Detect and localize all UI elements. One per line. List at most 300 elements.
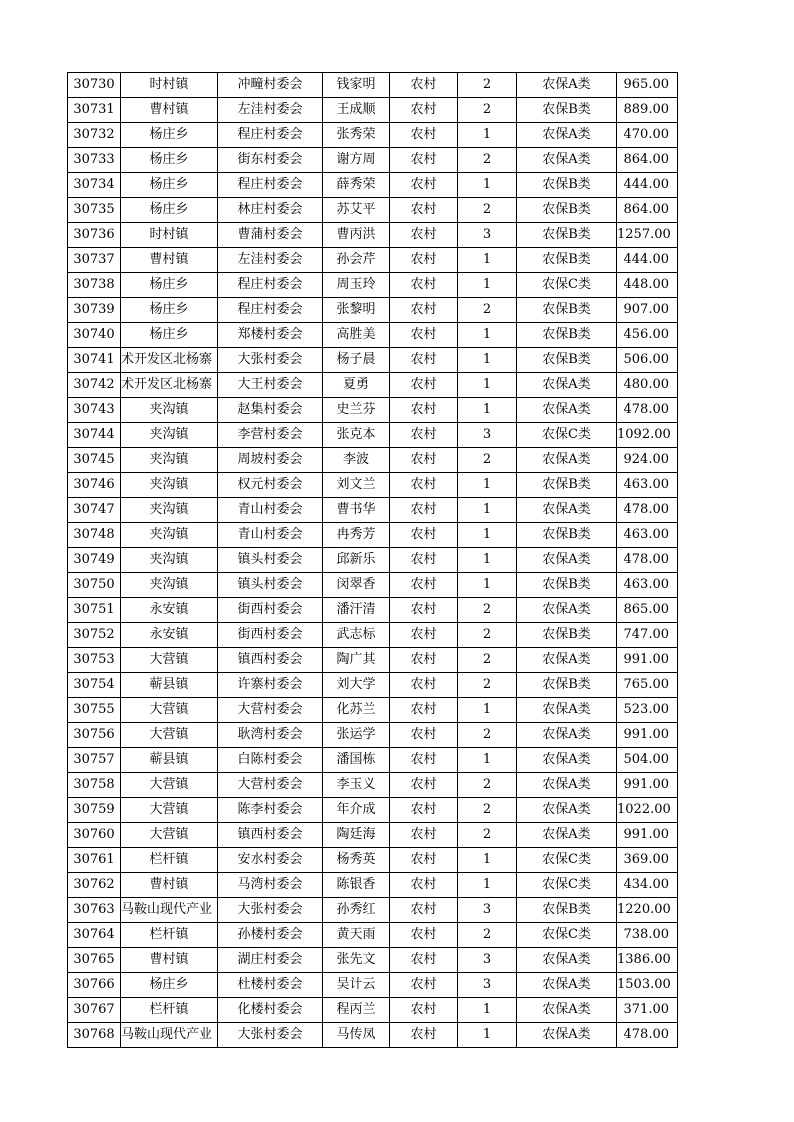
town-cell: 永安镇 — [121, 623, 218, 648]
table-row — [68, 473, 678, 498]
household-count-cell: 3 — [458, 948, 517, 973]
insurance-type-cell: 农保B类 — [517, 673, 617, 698]
household-count-cell: 2 — [458, 198, 517, 223]
table-row — [68, 948, 678, 973]
amount-cell: 865.00 — [617, 598, 678, 623]
person-name-cell: 邱新乐 — [323, 548, 390, 573]
amount-cell: 747.00 — [617, 623, 678, 648]
amount-cell: 463.00 — [617, 573, 678, 598]
area-type-cell: 农村 — [390, 123, 458, 148]
amount-cell: 991.00 — [617, 773, 678, 798]
insurance-type-cell: 农保A类 — [517, 548, 617, 573]
amount-cell: 480.00 — [617, 373, 678, 398]
insurance-type-cell: 农保B类 — [517, 623, 617, 648]
town-cell: 栏杆镇 — [121, 848, 218, 873]
town-cell: 时村镇 — [121, 223, 218, 248]
insurance-type-cell: 农保B类 — [517, 298, 617, 323]
village-committee-cell: 化楼村委会 — [218, 998, 323, 1023]
record-id-cell: 30759 — [68, 798, 121, 823]
person-name-cell: 谢方周 — [323, 148, 390, 173]
village-committee-cell: 程庄村委会 — [218, 273, 323, 298]
insurance-type-cell: 农保A类 — [517, 448, 617, 473]
table-row — [68, 998, 678, 1023]
person-name-cell: 王成顺 — [323, 98, 390, 123]
person-name-cell: 陶广其 — [323, 648, 390, 673]
town-cell: 杨庄乡 — [121, 173, 218, 198]
record-id-cell: 30730 — [68, 73, 121, 98]
village-committee-cell: 孙楼村委会 — [218, 923, 323, 948]
town-cell: 蕲县镇 — [121, 748, 218, 773]
insurance-type-cell: 农保B类 — [517, 98, 617, 123]
person-name-cell: 杨秀英 — [323, 848, 390, 873]
record-id-cell: 30734 — [68, 173, 121, 198]
record-id-cell: 30758 — [68, 773, 121, 798]
amount-cell: 907.00 — [617, 298, 678, 323]
person-name-cell: 陈银香 — [323, 873, 390, 898]
amount-cell: 448.00 — [617, 273, 678, 298]
area-type-cell: 农村 — [390, 698, 458, 723]
person-name-cell: 武志标 — [323, 623, 390, 648]
person-name-cell: 潘国栋 — [323, 748, 390, 773]
insurance-type-cell: 农保B类 — [517, 523, 617, 548]
village-committee-cell: 程庄村委会 — [218, 173, 323, 198]
household-count-cell: 1 — [458, 498, 517, 523]
household-count-cell: 3 — [458, 973, 517, 998]
village-committee-cell: 周坡村委会 — [218, 448, 323, 473]
table-row — [68, 348, 678, 373]
village-committee-cell: 镇头村委会 — [218, 573, 323, 598]
person-name-cell: 程丙兰 — [323, 998, 390, 1023]
village-committee-cell: 镇头村委会 — [218, 548, 323, 573]
person-name-cell: 刘文兰 — [323, 473, 390, 498]
amount-cell: 463.00 — [617, 523, 678, 548]
household-count-cell: 1 — [458, 998, 517, 1023]
insurance-type-cell: 农保A类 — [517, 73, 617, 98]
village-committee-cell: 青山村委会 — [218, 523, 323, 548]
table-row — [68, 898, 678, 923]
area-type-cell: 农村 — [390, 423, 458, 448]
person-name-cell: 张运学 — [323, 723, 390, 748]
household-count-cell: 2 — [458, 673, 517, 698]
record-id-cell: 30768 — [68, 1023, 121, 1048]
town-cell: 杨庄乡 — [121, 148, 218, 173]
record-id-cell: 30766 — [68, 973, 121, 998]
area-type-cell: 农村 — [390, 98, 458, 123]
town-cell: 杨庄乡 — [121, 273, 218, 298]
amount-cell: 506.00 — [617, 348, 678, 373]
household-count-cell: 1 — [458, 348, 517, 373]
table-row — [68, 98, 678, 123]
record-id-cell: 30763 — [68, 898, 121, 923]
table-row — [68, 123, 678, 148]
insurance-type-cell: 农保A类 — [517, 748, 617, 773]
household-count-cell: 1 — [458, 323, 517, 348]
town-cell: 夹沟镇 — [121, 398, 218, 423]
area-type-cell: 农村 — [390, 923, 458, 948]
insurance-type-cell: 农保A类 — [517, 773, 617, 798]
town-cell: 马鞍山现代产业 — [121, 1023, 218, 1048]
area-type-cell: 农村 — [390, 598, 458, 623]
amount-cell: 765.00 — [617, 673, 678, 698]
amount-cell: 738.00 — [617, 923, 678, 948]
village-committee-cell: 大张村委会 — [218, 348, 323, 373]
household-count-cell: 3 — [458, 423, 517, 448]
town-cell: 曹村镇 — [121, 873, 218, 898]
person-name-cell: 钱家明 — [323, 73, 390, 98]
record-id-cell: 30750 — [68, 573, 121, 598]
record-id-cell: 30737 — [68, 248, 121, 273]
village-committee-cell: 赵集村委会 — [218, 398, 323, 423]
insurance-type-cell: 农保B类 — [517, 198, 617, 223]
person-name-cell: 张先文 — [323, 948, 390, 973]
town-cell: 大营镇 — [121, 648, 218, 673]
amount-cell: 444.00 — [617, 173, 678, 198]
insurance-type-cell: 农保C类 — [517, 923, 617, 948]
subsidy-table — [67, 72, 678, 1048]
record-id-cell: 30765 — [68, 948, 121, 973]
amount-cell: 478.00 — [617, 1023, 678, 1048]
insurance-type-cell: 农保A类 — [517, 823, 617, 848]
person-name-cell: 李波 — [323, 448, 390, 473]
area-type-cell: 农村 — [390, 898, 458, 923]
town-cell: 夹沟镇 — [121, 448, 218, 473]
table-row — [68, 798, 678, 823]
household-count-cell: 1 — [458, 473, 517, 498]
table-row — [68, 248, 678, 273]
household-count-cell: 2 — [458, 823, 517, 848]
area-type-cell: 农村 — [390, 173, 458, 198]
village-committee-cell: 郑楼村委会 — [218, 323, 323, 348]
area-type-cell: 农村 — [390, 748, 458, 773]
amount-cell: 371.00 — [617, 998, 678, 1023]
town-cell: 杨庄乡 — [121, 973, 218, 998]
area-type-cell: 农村 — [390, 873, 458, 898]
insurance-type-cell: 农保A类 — [517, 948, 617, 973]
village-committee-cell: 街东村委会 — [218, 148, 323, 173]
town-cell: 马鞍山现代产业 — [121, 898, 218, 923]
person-name-cell: 冉秀芳 — [323, 523, 390, 548]
town-cell: 杨庄乡 — [121, 123, 218, 148]
town-cell: 曹村镇 — [121, 948, 218, 973]
table-row — [68, 573, 678, 598]
record-id-cell: 30754 — [68, 673, 121, 698]
record-id-cell: 30753 — [68, 648, 121, 673]
insurance-type-cell: 农保B类 — [517, 248, 617, 273]
village-committee-cell: 大张村委会 — [218, 1023, 323, 1048]
town-cell: 杨庄乡 — [121, 323, 218, 348]
person-name-cell: 吴计云 — [323, 973, 390, 998]
person-name-cell: 曹丙洪 — [323, 223, 390, 248]
village-committee-cell: 白陈村委会 — [218, 748, 323, 773]
person-name-cell: 潘汗清 — [323, 598, 390, 623]
record-id-cell: 30733 — [68, 148, 121, 173]
village-committee-cell: 街西村委会 — [218, 623, 323, 648]
record-id-cell: 30743 — [68, 398, 121, 423]
town-cell: 栏杆镇 — [121, 998, 218, 1023]
household-count-cell: 2 — [458, 448, 517, 473]
insurance-type-cell: 农保A类 — [517, 973, 617, 998]
village-committee-cell: 陈李村委会 — [218, 798, 323, 823]
village-committee-cell: 杜楼村委会 — [218, 973, 323, 998]
table-row — [68, 873, 678, 898]
area-type-cell: 农村 — [390, 348, 458, 373]
town-cell: 术开发区北杨寨 — [121, 348, 218, 373]
area-type-cell: 农村 — [390, 473, 458, 498]
table-row — [68, 173, 678, 198]
village-committee-cell: 安水村委会 — [218, 848, 323, 873]
area-type-cell: 农村 — [390, 198, 458, 223]
town-cell: 夹沟镇 — [121, 498, 218, 523]
town-cell: 大营镇 — [121, 698, 218, 723]
record-id-cell: 30742 — [68, 373, 121, 398]
table-row — [68, 1023, 678, 1048]
town-cell: 曹村镇 — [121, 248, 218, 273]
record-id-cell: 30747 — [68, 498, 121, 523]
household-count-cell: 1 — [458, 248, 517, 273]
insurance-type-cell: 农保B类 — [517, 223, 617, 248]
record-id-cell: 30767 — [68, 998, 121, 1023]
area-type-cell: 农村 — [390, 298, 458, 323]
town-cell: 大营镇 — [121, 773, 218, 798]
amount-cell: 1022.00 — [617, 798, 678, 823]
amount-cell: 889.00 — [617, 98, 678, 123]
household-count-cell: 2 — [458, 73, 517, 98]
person-name-cell: 薛秀荣 — [323, 173, 390, 198]
table-row — [68, 448, 678, 473]
insurance-type-cell: 农保C类 — [517, 273, 617, 298]
household-count-cell: 2 — [458, 598, 517, 623]
town-cell: 夹沟镇 — [121, 423, 218, 448]
area-type-cell: 农村 — [390, 448, 458, 473]
insurance-type-cell: 农保A类 — [517, 148, 617, 173]
amount-cell: 1503.00 — [617, 973, 678, 998]
insurance-type-cell: 农保A类 — [517, 398, 617, 423]
area-type-cell: 农村 — [390, 648, 458, 673]
area-type-cell: 农村 — [390, 248, 458, 273]
table-row — [68, 698, 678, 723]
village-committee-cell: 大营村委会 — [218, 698, 323, 723]
household-count-cell: 2 — [458, 723, 517, 748]
area-type-cell: 农村 — [390, 823, 458, 848]
town-cell: 术开发区北杨寨 — [121, 373, 218, 398]
record-id-cell: 30736 — [68, 223, 121, 248]
household-count-cell: 3 — [458, 223, 517, 248]
town-cell: 时村镇 — [121, 73, 218, 98]
insurance-type-cell: 农保A类 — [517, 1023, 617, 1048]
insurance-type-cell: 农保C类 — [517, 873, 617, 898]
table-row — [68, 498, 678, 523]
village-committee-cell: 耿湾村委会 — [218, 723, 323, 748]
record-id-cell: 30757 — [68, 748, 121, 773]
town-cell: 杨庄乡 — [121, 198, 218, 223]
person-name-cell: 苏艾平 — [323, 198, 390, 223]
table-row — [68, 748, 678, 773]
household-count-cell: 1 — [458, 123, 517, 148]
table-row — [68, 148, 678, 173]
insurance-type-cell: 农保A类 — [517, 123, 617, 148]
household-count-cell: 2 — [458, 98, 517, 123]
record-id-cell: 30745 — [68, 448, 121, 473]
village-committee-cell: 镇西村委会 — [218, 823, 323, 848]
record-id-cell: 30762 — [68, 873, 121, 898]
person-name-cell: 周玉玲 — [323, 273, 390, 298]
table-row — [68, 73, 678, 98]
person-name-cell: 马传凤 — [323, 1023, 390, 1048]
area-type-cell: 农村 — [390, 848, 458, 873]
area-type-cell: 农村 — [390, 623, 458, 648]
area-type-cell: 农村 — [390, 398, 458, 423]
household-count-cell: 2 — [458, 648, 517, 673]
household-count-cell: 1 — [458, 548, 517, 573]
record-id-cell: 30738 — [68, 273, 121, 298]
table-row — [68, 723, 678, 748]
insurance-type-cell: 农保A类 — [517, 798, 617, 823]
table-row — [68, 198, 678, 223]
amount-cell: 470.00 — [617, 123, 678, 148]
town-cell: 永安镇 — [121, 598, 218, 623]
village-committee-cell: 大张村委会 — [218, 898, 323, 923]
insurance-type-cell: 农保B类 — [517, 898, 617, 923]
table-row — [68, 223, 678, 248]
village-committee-cell: 许寨村委会 — [218, 673, 323, 698]
amount-cell: 1386.00 — [617, 948, 678, 973]
village-committee-cell: 曹蒲村委会 — [218, 223, 323, 248]
person-name-cell: 闵翠香 — [323, 573, 390, 598]
amount-cell: 965.00 — [617, 73, 678, 98]
household-count-cell: 1 — [458, 1023, 517, 1048]
household-count-cell: 2 — [458, 798, 517, 823]
amount-cell: 369.00 — [617, 848, 678, 873]
town-cell: 大营镇 — [121, 723, 218, 748]
village-committee-cell: 冲疃村委会 — [218, 73, 323, 98]
area-type-cell: 农村 — [390, 773, 458, 798]
table-row — [68, 523, 678, 548]
insurance-type-cell: 农保B类 — [517, 573, 617, 598]
household-count-cell: 1 — [458, 398, 517, 423]
household-count-cell: 2 — [458, 148, 517, 173]
record-id-cell: 30755 — [68, 698, 121, 723]
table-row — [68, 323, 678, 348]
area-type-cell: 农村 — [390, 73, 458, 98]
insurance-type-cell: 农保A类 — [517, 648, 617, 673]
insurance-type-cell: 农保A类 — [517, 698, 617, 723]
area-type-cell: 农村 — [390, 148, 458, 173]
village-committee-cell: 青山村委会 — [218, 498, 323, 523]
village-committee-cell: 马湾村委会 — [218, 873, 323, 898]
insurance-type-cell: 农保A类 — [517, 598, 617, 623]
amount-cell: 864.00 — [617, 148, 678, 173]
insurance-type-cell: 农保B类 — [517, 473, 617, 498]
person-name-cell: 曹书华 — [323, 498, 390, 523]
town-cell: 大营镇 — [121, 798, 218, 823]
table-row — [68, 373, 678, 398]
insurance-type-cell: 农保B类 — [517, 348, 617, 373]
table-row — [68, 823, 678, 848]
amount-cell: 523.00 — [617, 698, 678, 723]
area-type-cell: 农村 — [390, 998, 458, 1023]
household-count-cell: 1 — [458, 373, 517, 398]
record-id-cell: 30748 — [68, 523, 121, 548]
insurance-type-cell: 农保C类 — [517, 848, 617, 873]
town-cell: 蕲县镇 — [121, 673, 218, 698]
record-id-cell: 30761 — [68, 848, 121, 873]
table-row — [68, 973, 678, 998]
person-name-cell: 史兰芬 — [323, 398, 390, 423]
area-type-cell: 农村 — [390, 1023, 458, 1048]
table-row — [68, 398, 678, 423]
person-name-cell: 张秀荣 — [323, 123, 390, 148]
area-type-cell: 农村 — [390, 273, 458, 298]
area-type-cell: 农村 — [390, 723, 458, 748]
amount-cell: 463.00 — [617, 473, 678, 498]
person-name-cell: 陶廷海 — [323, 823, 390, 848]
household-count-cell: 2 — [458, 623, 517, 648]
table-row — [68, 848, 678, 873]
household-count-cell: 3 — [458, 898, 517, 923]
village-committee-cell: 林庄村委会 — [218, 198, 323, 223]
household-count-cell: 2 — [458, 298, 517, 323]
household-count-cell: 1 — [458, 748, 517, 773]
amount-cell: 456.00 — [617, 323, 678, 348]
household-count-cell: 1 — [458, 873, 517, 898]
amount-cell: 478.00 — [617, 398, 678, 423]
person-name-cell: 高胜美 — [323, 323, 390, 348]
area-type-cell: 农村 — [390, 523, 458, 548]
village-committee-cell: 程庄村委会 — [218, 298, 323, 323]
record-id-cell: 30752 — [68, 623, 121, 648]
person-name-cell: 化苏兰 — [323, 698, 390, 723]
area-type-cell: 农村 — [390, 373, 458, 398]
record-id-cell: 30744 — [68, 423, 121, 448]
area-type-cell: 农村 — [390, 548, 458, 573]
insurance-type-cell: 农保A类 — [517, 723, 617, 748]
village-committee-cell: 权元村委会 — [218, 473, 323, 498]
household-count-cell: 2 — [458, 923, 517, 948]
person-name-cell: 孙会芹 — [323, 248, 390, 273]
village-committee-cell: 左洼村委会 — [218, 248, 323, 273]
record-id-cell: 30735 — [68, 198, 121, 223]
household-count-cell: 1 — [458, 273, 517, 298]
area-type-cell: 农村 — [390, 798, 458, 823]
area-type-cell: 农村 — [390, 573, 458, 598]
person-name-cell: 李玉义 — [323, 773, 390, 798]
amount-cell: 434.00 — [617, 873, 678, 898]
record-id-cell: 30731 — [68, 98, 121, 123]
person-name-cell: 张克本 — [323, 423, 390, 448]
village-committee-cell: 大营村委会 — [218, 773, 323, 798]
insurance-type-cell: 农保B类 — [517, 173, 617, 198]
table-row — [68, 673, 678, 698]
area-type-cell: 农村 — [390, 973, 458, 998]
town-cell: 夹沟镇 — [121, 548, 218, 573]
amount-cell: 504.00 — [617, 748, 678, 773]
area-type-cell: 农村 — [390, 948, 458, 973]
household-count-cell: 1 — [458, 573, 517, 598]
person-name-cell: 孙秀红 — [323, 898, 390, 923]
record-id-cell: 30751 — [68, 598, 121, 623]
household-count-cell: 2 — [458, 773, 517, 798]
amount-cell: 444.00 — [617, 248, 678, 273]
town-cell: 大营镇 — [121, 823, 218, 848]
record-id-cell: 30732 — [68, 123, 121, 148]
village-committee-cell: 大王村委会 — [218, 373, 323, 398]
town-cell: 栏杆镇 — [121, 923, 218, 948]
table-row — [68, 598, 678, 623]
town-cell: 夹沟镇 — [121, 473, 218, 498]
amount-cell: 1220.00 — [617, 898, 678, 923]
amount-cell: 991.00 — [617, 723, 678, 748]
record-id-cell: 30749 — [68, 548, 121, 573]
